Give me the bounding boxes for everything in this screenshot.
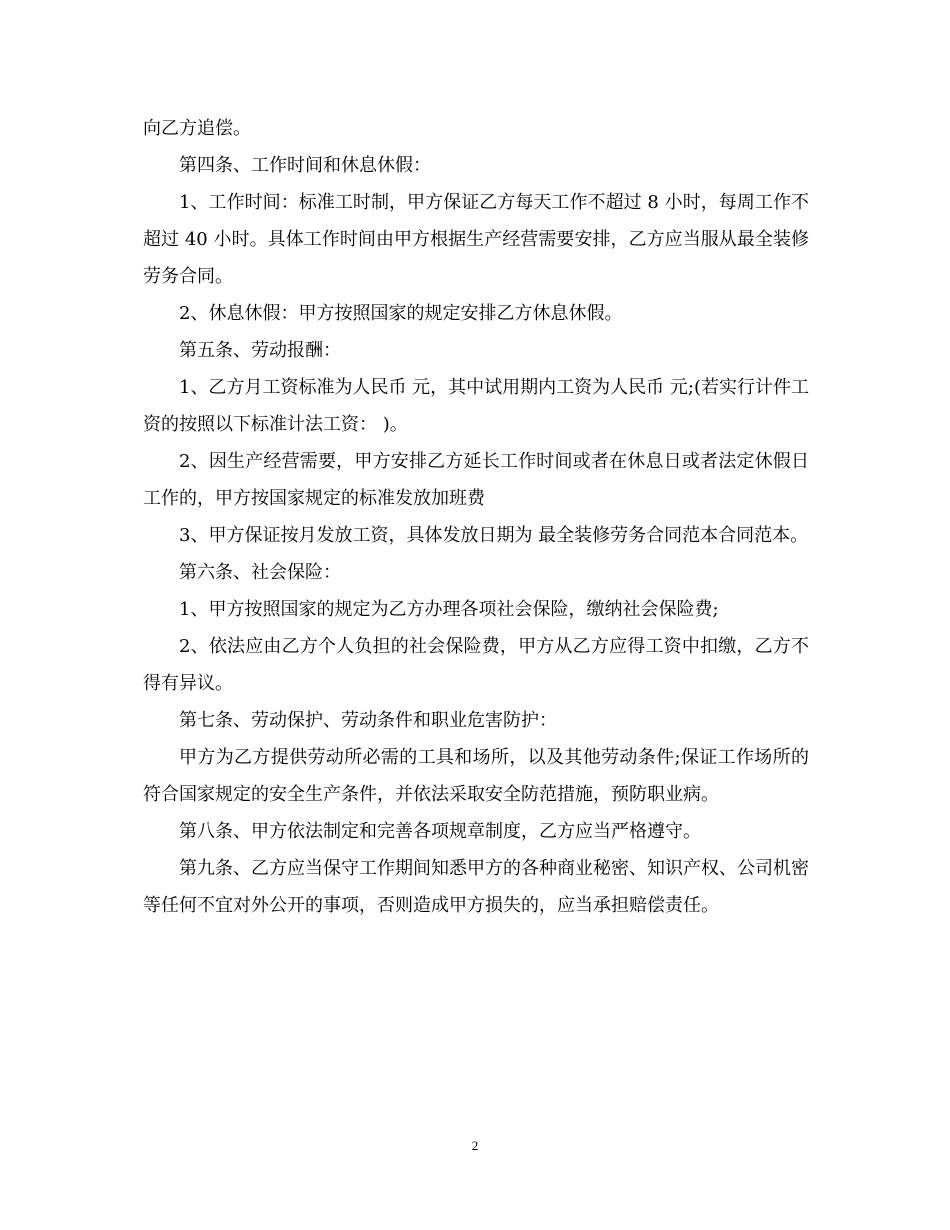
article-8: 第八条、甲方依法制定和完善各项规章制度，乙方应当严格遵守。: [179, 821, 701, 842]
article-6-heading: 第六条、社会保险：: [179, 562, 341, 583]
article-5-clause-2: 2、因生产经营需要，甲方安排乙方延长工作时间或者在休息日或者法定休假日工作的，甲方按国家规定的标准发放加班费: [143, 451, 809, 509]
article-9: 第九条、乙方应当保守工作期间知悉甲方的各种商业秘密、知识产权、公司机密等任何不宜对外公开的事项，否则造成甲方损失的，应当承担赔偿责任。: [143, 858, 809, 916]
document-body: [143, 110, 809, 924]
article-5-clause-3: 3、甲方保证按月发放工资，具体发放日期为 最全装修劳务合同范本合同范本。: [179, 525, 809, 546]
article-4-clause-1: 1、工作时间：标准工时制，甲方保证乙方每天工作不超过 8 小时，每周工作不超过 40 小时。具体工作时间由甲方根据生产经营需要安排，乙方应当服从最全装修劳务合同。: [143, 192, 809, 287]
article-6-clause-2: 2、依法应由乙方个人负担的社会保险费，甲方从乙方应得工资中扣缴，乙方不得有异议。: [143, 636, 809, 694]
article-7-heading: 第七条、劳动保护、劳动条件和职业危害防护：: [179, 710, 557, 731]
article-5-heading: 第五条、劳动报酬：: [179, 340, 341, 361]
page-number: 2: [471, 1138, 479, 1153]
article-7-body: 甲方为乙方提供劳动所必需的工具和场所，以及其他劳动条件;保证工作场所的符合国家规定的安全生产条件，并依法采取安全防范措施，预防职业病。: [143, 747, 809, 805]
article-4-heading: 第四条、工作时间和休息休假：: [179, 155, 431, 176]
article-4-clause-2: 2、休息休假：甲方按照国家的规定安排乙方休息休假。: [179, 303, 623, 324]
paragraph-continuation: 向乙方追偿。: [143, 118, 251, 139]
article-5-clause-1: 1、乙方月工资标准为人民币 元，其中试用期内工资为人民币 元;(若实行计件工资的按照以下标准计法工资： )。: [143, 377, 809, 435]
article-6-clause-1: 1、甲方按照国家的规定为乙方办理各项社会保险，缴纳社会保险费;: [179, 599, 719, 620]
